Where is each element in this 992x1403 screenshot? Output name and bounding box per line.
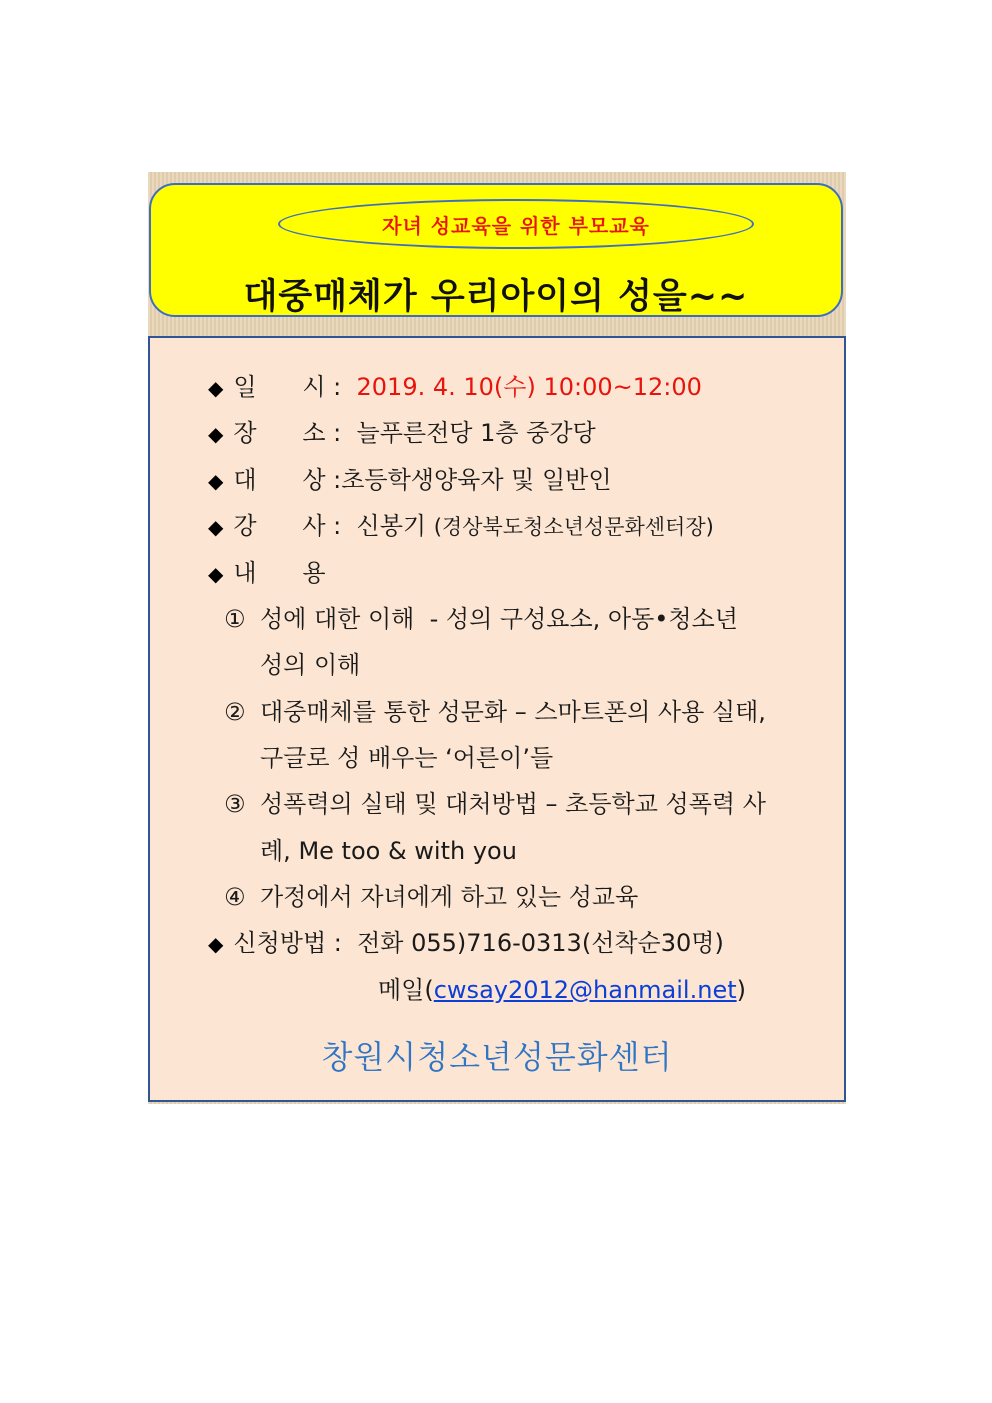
subtitle-oval (278, 199, 754, 249)
item-number: ③ (224, 790, 246, 818)
speaker-org: (경상북도청소년성문화센터장) (433, 515, 714, 539)
diamond-bullet-icon: ◆ (208, 469, 224, 493)
item-text: 성폭력의 실태 및 대처방법 – 초등학교 성폭력 사 (260, 790, 766, 818)
item-number: ④ (224, 883, 246, 911)
content-item-1-cont (260, 650, 360, 680)
item-text: 구글로 성 배우는 ‘어른이’들 (260, 744, 554, 772)
speaker-name: 신봉기 (356, 512, 427, 540)
speaker-label: 강 사 : (233, 512, 342, 540)
apply-mail-row (378, 975, 746, 1005)
speaker-row (208, 511, 714, 542)
content-item-2 (224, 697, 766, 727)
apply-phone: 전화 055)716-0313(선착순30명) (357, 929, 724, 957)
page-title: 대중매체가 우리아이의 성을~~ (243, 277, 749, 317)
diamond-bullet-icon: ◆ (208, 932, 224, 956)
item-text: 례, Me too & with you (260, 837, 517, 865)
mail-prefix: 메일( (378, 976, 434, 1004)
item-text: 성의 이해 (260, 651, 361, 679)
item-text: 가정에서 자녀에게 하고 있는 성교육 (260, 883, 639, 911)
content-item-4 (224, 882, 638, 912)
apply-label: 신청방법 : (233, 929, 342, 957)
apply-row (208, 928, 724, 959)
place-row (208, 418, 596, 449)
target-row (208, 465, 612, 496)
organization-name: 창원시청소년성문화센터 (321, 1038, 673, 1076)
header-banner (149, 183, 843, 317)
place-label: 장 소 : (233, 419, 342, 447)
date-label: 일 시 : (233, 373, 342, 401)
content-item-3 (224, 789, 766, 819)
item-text: 대중매체를 통한 성문화 – 스마트폰의 사용 실태, (260, 698, 766, 726)
flyer (148, 172, 846, 1104)
date-row (208, 372, 702, 403)
diamond-bullet-icon: ◆ (208, 515, 224, 539)
diamond-bullet-icon: ◆ (208, 376, 224, 400)
content-item-2-cont (260, 743, 553, 773)
content-item-1 (224, 604, 738, 634)
item-number: ① (224, 605, 246, 633)
diamond-bullet-icon: ◆ (208, 562, 224, 586)
email-link[interactable]: cwsay2012@hanmail.net (433, 976, 737, 1004)
content-row (208, 558, 326, 589)
content-item-3-cont (260, 836, 517, 866)
diamond-bullet-icon: ◆ (208, 422, 224, 446)
target-value: 초등학생양육자 및 일반인 (341, 466, 612, 494)
info-panel (148, 336, 846, 1102)
subtitle: 자녀 성교육을 위한 부모교육 (382, 213, 650, 238)
place-value: 늘푸른전당 1층 중강당 (356, 419, 596, 447)
content-label: 내 용 (233, 559, 326, 587)
date-value: 2019. 4. 10(수) 10:00~12:00 (356, 373, 702, 401)
mail-suffix: ) (736, 976, 746, 1004)
item-text: 성에 대한 이해 - 성의 구성요소, 아동•청소년 (260, 605, 738, 633)
target-label: 대 상 : (233, 466, 342, 494)
item-number: ② (224, 698, 246, 726)
